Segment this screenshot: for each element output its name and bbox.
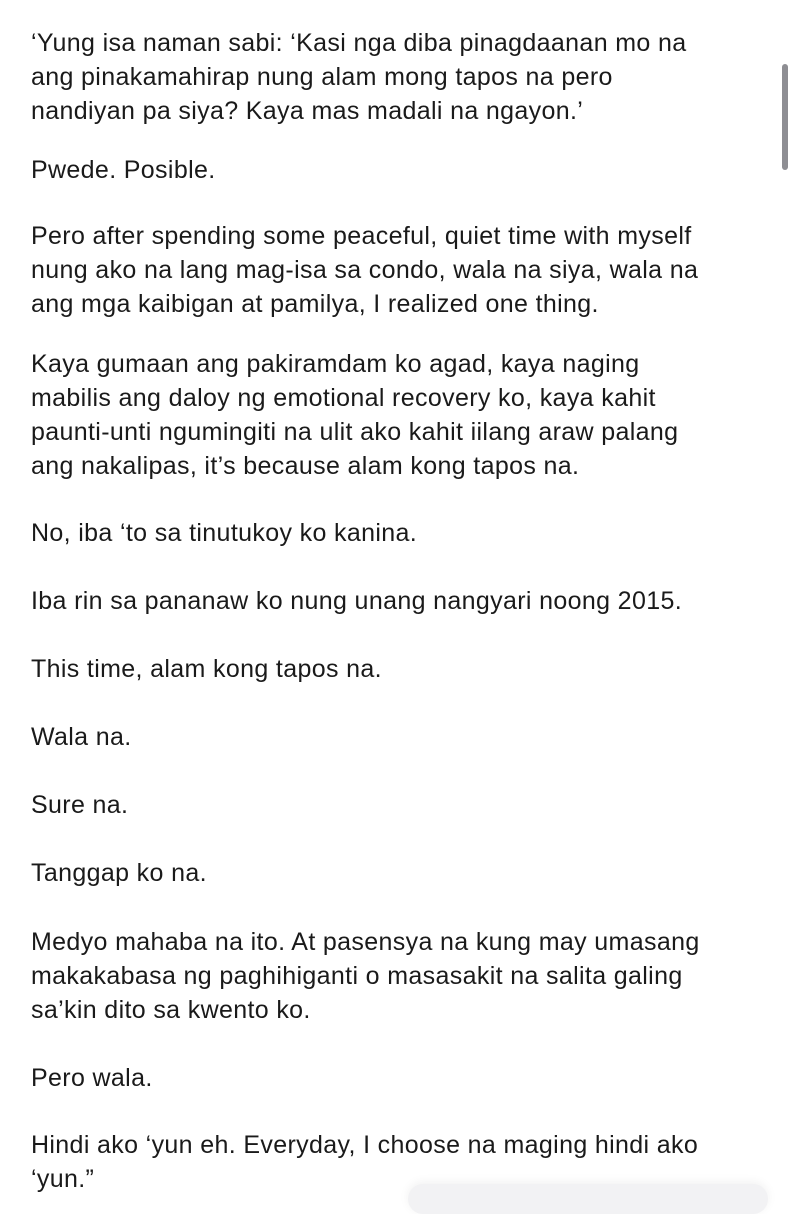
paragraph-3 [31,219,698,321]
paragraph-12 [31,1061,153,1095]
text-line: Iba rin sa pananaw ko nung unang nangyari noong 2015. [31,587,682,615]
text-line: ang mga kaibigan at pamilya, I realized one thing. [31,290,599,318]
bottom-toolbar-edge [408,1184,768,1214]
text-line: Tanggap ko na. [31,859,207,887]
text-line: ang pinakamahirap nung alam mong tapos na pero [31,63,613,91]
text-line: No, iba ‘to sa tinutukoy ko kanina. [31,519,418,547]
text-line: mabilis ang daloy ng emotional recovery ko, kaya kahit [31,384,656,412]
paragraph-4 [31,347,678,483]
text-line: This time, alam kong tapos na. [31,655,382,683]
paragraph-10 [31,856,207,890]
text-line: ‘Yung isa naman sabi: ‘Kasi nga diba pinagdaanan mo na [31,29,687,57]
text-line: Sure na. [31,791,129,819]
text-line: Hindi ako ‘yun eh. Everyday, I choose na maging hindi ako [31,1131,699,1159]
paragraph-5 [31,516,417,550]
paragraph-7 [31,652,382,686]
text-line: Kaya gumaan ang pakiramdam ko agad, kaya naging [31,350,640,378]
paragraph-1 [31,26,686,128]
paragraph-6 [31,584,682,618]
text-line: makakabasa ng paghihiganti o masasakit na salita galing [31,962,683,990]
text-line: nung ako na lang mag-isa sa condo, wala na siya, wala na [31,256,699,284]
text-line: nandiyan pa siya? Kaya mas madali na ngayon.’ [31,97,584,125]
text-line: ang nakalipas, it’s because alam kong tapos na. [31,452,580,480]
scrollbar-thumb[interactable] [782,64,788,170]
paragraph-11 [31,925,700,1027]
text-line: Pero wala. [31,1064,153,1092]
text-line: Pwede. Posible. [31,156,216,184]
text-line: ‘yun.” [31,1165,95,1193]
text-line: Wala na. [31,723,132,751]
text-line: Medyo mahaba na ito. At pasensya na kung may umasang [31,928,700,956]
paragraph-2 [31,153,216,187]
paragraph-8 [31,720,132,754]
paragraph-9 [31,788,128,822]
text-line: Pero after spending some peaceful, quiet time with myself [31,222,692,250]
text-line: sa’kin dito sa kwento ko. [31,996,311,1024]
text-line: paunti-unti ngumingiti na ulit ako kahit iilang araw palang [31,418,679,446]
